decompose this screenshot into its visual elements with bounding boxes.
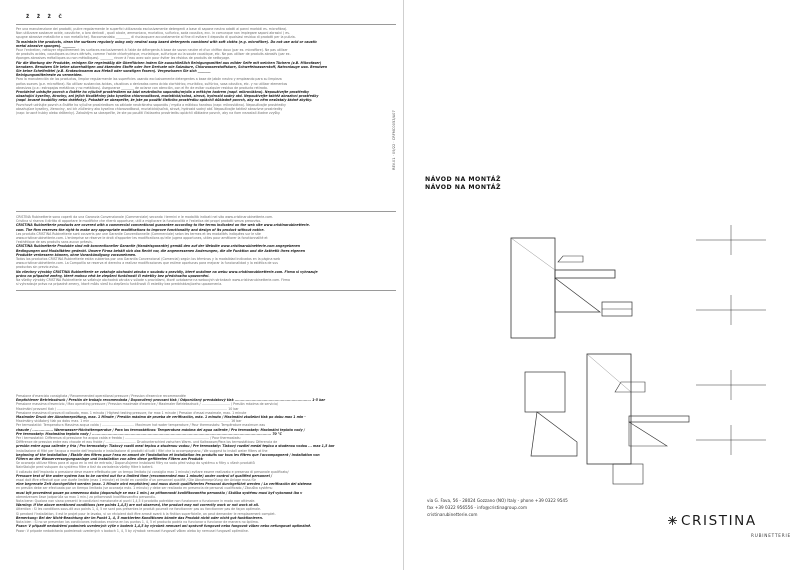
text-line: musí být provedená pouze po omezenou dobu (doporučuje se max 1 min.) za přítomnosti kvalifikovaného personálu / Skúška systému musí byť vykonaná iba v	[16, 490, 303, 495]
text-line: Cristina si riserva il diritto di apportare le modifiche che riterrà opportune, utili a migliorare la funzionalità e l'estetica dei propri prodotti senza preavviso.	[16, 219, 262, 224]
text-line: (napr. brusné hubky alebo drôtenky). Zakaždým sa ubezpečte, že ste po použití čistiaceho prostriedku opláchli dôkladne povrch, aby na ňom nezostali žiadne zvyšky.	[16, 111, 281, 116]
text-line: obmedzenom čase (odporúča sa max 1 min.) za prítomnosti kvalifikovaného personálu.	[16, 494, 156, 499]
text-line: Produkte verbessern können, ohne Vorankündigung vorzunehmen.	[16, 252, 137, 257]
text-line: Für die Wartung der Produkte, reinigen Sie regelmäßig die Oberflächen indem Sie ausschließlich Reinigungsmittel aus milder Seife mit weichen Tüchern (z.B. Mikrofaser)	[16, 60, 322, 65]
text-line: Se aconseja utilizar filtros para el agua en la red de entrada / Doporučujeme instalovat filtry na vodu před vstup do systému a filtry u všech produktů	[16, 461, 255, 466]
text-line: Maximaler Druck der Abnahmeprüfung, max. 1 Minute / Presión máxima de prueba de verificación, máx. 1 minuto / Maximální zkušební tlak po dobu max 1 min -	[16, 415, 306, 420]
text-line: Per termostatici: Temperatura Massima acqua calda / ................................ Maximum hot water temperature / Pour thermostats: Température maximum eau	[16, 423, 266, 428]
text-line: Bemerkung: Bei der Nicht-Beachtung der im Punkt 1, 4, 5 markierten Konditionen könnte das Produkt nicht oder nicht gut funktionieren.	[16, 515, 264, 520]
text-line: Pressione massima d'esercizio / Max operating pressure / Pression maximale d'exercice / Maximaler Betriebsdruck / ............................ / Presión máxima de servicio/	[16, 402, 278, 407]
text-line: Pressure test of the water system has to be carried out for a limited time (recommended max 1 minute) under control of qualified personnel /	[16, 473, 273, 478]
text-line: Maximálny skúšobný tlak po dobu max. 1 min .......................................................................................................................................... 16 bar	[16, 419, 242, 424]
text-line: si vyhradzuje právo na prípadné zmeny, ktoré môžu viesť ku zlepšeniu funkčnosti či estetiky bez predchádzajúceho upozornenia.	[16, 282, 223, 287]
text-line: Maximální provozní tlak / ........................................................................................................................................................................ 10 bar	[16, 406, 239, 411]
brand-subtitle: RUBINETTERIE	[751, 533, 791, 538]
product-drawing-top	[508, 232, 618, 344]
text-line: CRISTINA Rubinetterie products are covered with a commercial conventional guarantee according to the terms indicated on the web site www.cristinarubinetterie.	[16, 223, 310, 228]
dimension-marks	[688, 215, 774, 460]
text-line: CRISTINA Rubinetterie Produkte sind mit konventioneller Garantie (Handelsgarantie) gemäß den auf der Website www.cristinarubinetterie.com angegebenen	[16, 244, 301, 249]
text-line: paños suaves (p.e. microfibra). No utilizar sustancias ácidas, cáusticas o derivadas como ácido clorhídrico, muriático, sulfúrico, sosa cáustica, etc. y no utilizar elementos	[16, 81, 288, 86]
company-contacts	[427, 497, 568, 519]
text-line: l'esthétique de ses produits sans aucun préavis.	[16, 240, 93, 245]
text-line: Si pendant l'installation, il est le projet pour le lavabo, vi un récipient doit être arrosé avant à la finition superficielle, on peut demander le remplacement complet.	[16, 511, 276, 516]
text-line: Pre termostaty: Maximálna teplota vody / .................................................................................................................................................... 70 °C	[16, 431, 282, 436]
revision-code: REV.01 · 09/22 · CRFMC0053/A07	[392, 110, 396, 170]
text-line: de produits acides, caustiques ou leurs dérivés, comme l'acide chlorhydrique, muriatique, sulfurique ou la soude caustique, etc. Ne pas utiliser de produits abrasifs (par ex.	[16, 52, 291, 57]
text-line: To maintain the products, clean the surfaces regularly using only neutral soap based detergents combined with soft cloths (e.g. microfibre). Do not use acid or caustic	[16, 39, 318, 44]
text-line: CRISTINA Rubinetterie sono coperti da una Garanzia Convenzionale (Commerciale) secondo i termini e le modalità indicati nel sito www.cristinarubinetterie.com.	[16, 215, 274, 219]
text-line: (např. brusné houbičky nebo drátěnky). Pokaždé se ubezpečte, že jste po použití čisticího prostředku opláchli důkladně povrch, aby na něm nezůstaly žádné zbytky.	[16, 98, 313, 103]
company-address: via G. Fava, 56 - 28024 Gozzano (NO) Italy - phone +39 0322 9545	[427, 498, 568, 503]
company-fax-email: fax +39 0322 956556 - info@cristinagroup.com	[427, 505, 528, 511]
text-line: Povrchové udržujte povrch a čistěte ho výlučne prostriedkom na základe neutrálneho saponátu / mydla a mäkkou handrou (napr. mikrovlákno). Nepoužívajte prostriedky	[16, 102, 286, 107]
text-line: Pravidelné udržujte povrch a čistěte ho výlučně prostředkem na bázi neutrálního saponátu/mýdla a měkkým hadrem (např. mikrovlákno). Nepoužívejte prostředky	[16, 90, 310, 95]
text-line: Installazione di filtri per l'acqua a monte dell'impianto e installazione di prodotti di tutti i filtri che lo accompagnano / We suggest to install water filters at the	[16, 448, 268, 453]
text-line: presión entre agua caliente y fría / Pro termostaty: Tlakový rozdíl mezi teplou a studenou vodou / Pre termostaty: Tlakový rozdiel medzi teplou a studenou vodou ... max 1,5 bar	[16, 444, 335, 449]
text-line: Per i termostatici: Differenza di pressione fra acqua calda e fredda / ................................................................................... / Pour thermostats:	[16, 436, 241, 441]
text-line: Filtern an der Wasserversorgungsanlage und Installation von allen diese gefilterten Filtern am Produkt:	[16, 457, 204, 462]
brand-mark-icon	[668, 516, 677, 525]
text-line: Sie keine Scheifmittel (z.B. Kratzschwamm aus Metall oder sonstigen Fasern). Vergewissern Sie sich ________	[16, 69, 211, 74]
text-line: Per una manutenzione dei prodotti, pulire regolarmente le superfici utilizzando esclusivamente detergenti a base di sapone neutro adatti ai panni morbidi es. microfibra).	[16, 27, 288, 31]
product-spout-top	[600, 298, 635, 320]
maintenance-section	[16, 27, 396, 115]
text-line: com. The firm reserves the right to make any appropriate modifications to improve functionality and design of its product without notice.	[16, 227, 265, 232]
text-line: Nota bene: Qualora non siano presenti le condizioni menzionate ai punti 1,4,5 il prodotto potrebbe non funzionare o funzionare in modo non ottimale.	[16, 499, 256, 504]
text-line: www.cristinarubinetterie.com. La Compañía se reserva el derecho a realizar modificaciones que estime oportunas para mejorar la funcionalidad y la estética de sus	[16, 261, 278, 266]
text-line: Les produits CRISTINA Rubinetterie sont couverts par une Garantie Conventionnelle (Commerciale) selon les termes et les modalités indiquées sur le site	[16, 231, 261, 236]
text-line: productos sin previo aviso.	[16, 265, 59, 270]
section-rule-1	[16, 211, 396, 212]
text-line: Empfohlener Betriebsdruck / Presión de trabajo recomendada / Doporučený provozní tlak / Odporúčaný prevádzkový tlak ............................................................... 1-5 bar	[16, 398, 326, 403]
text-line: en presión debe ser efectuada por un tiempo limitado (se aconseja máx. 1 minuto) y debe ser realizada en presencia de personal cualificado / Zkouška systému	[16, 486, 273, 491]
text-line: Pozor: V případě nedodržení podmínek uvedených výše v bodech 1,4,5 by výrobek nemusel ani správně fungovat nebo fungovat vůbec nebo nefungovat optimálně.	[16, 524, 312, 529]
text-line: Différence de pression entre eau chaude et eau froide / .............................. Druckunterschied zwischen Warm- und Kaltwasser/Para los termostáticos: Diferencia de	[16, 440, 278, 445]
text-line: Na všechny výrobky CRISTINA Rubinetterie se vztahuje obchodní záruka v souladu s pravidly, které uvádíme na webu www.cristinarubinetterie.com. Firma si vyhrazuje	[16, 269, 318, 274]
text-line: Reinigungsmittelreste zu vermeiden.	[16, 73, 83, 78]
text-line: metal abrasive sponges). ________	[16, 43, 76, 48]
section-rule-2	[16, 290, 396, 291]
text-line: Para la manutención de los productos, limpiar regularmente las superficies usando exclusivamente detergentes a base de jabón neutro y empleando para su limpieza	[16, 77, 282, 82]
text-line: obsahující kyseliny, žíraviny, ani jejich tlouštěniny jako kyselina chlorovodíková, muriatická/solná, sírová, hydroxid sodný atd. Nepoužívejte taktéž abrazivní prostředky	[16, 94, 319, 99]
text-line: Non utilizzare sostanze acide, caustiche, o loro derivati , quali alcole, ammoniaca, muriatico, sulfurico, soda caustica, ecc. in comunque non impiegare saponi abrasivi ( es.	[16, 31, 290, 36]
text-line: Warning: If the above mentioned conditions (see points 1,4,5) are not observed, the product may not correctly work or not work at all.	[16, 503, 260, 508]
text-line: Il collaudo dell'impianto a pressione deve essere effettuato per un tempo limitato (si consiglia max 1 minuto) evitare essere realizzato e presenza di personale qualificato/	[16, 469, 289, 474]
text-line: Nota bien : Si no se presentan las condiciones indicadas encima en los puntos 1, 4, 5 el producto podría no funcionar o funcionar de manera no óptima.	[16, 520, 259, 525]
fold-line-vertical	[403, 0, 404, 570]
text-line: obsahujúce kyseliny, žieraviny, ani ich zlúčeniny ako kyselina chlorovodíková, muriatická/soľná, sírová, hydroxid sodný atď. Nepoužívajte taktiež abrazívne prostriedky	[16, 106, 283, 111]
text-line: www.cristinarubinetterie.com. L'entreprise se réserve le droit d'apporter les modifications qu'elle jugera opportunes, utiles pour améliorer la fonctionnalité et	[16, 236, 268, 241]
product-drawing-bottom	[517, 352, 717, 492]
text-line: Nainštalujte pred vstupom do systému filtre a tiež do zariadenia všetky filtre k baterii.	[16, 465, 154, 470]
language-flags: Ž Ž Ž Č	[26, 15, 65, 20]
text-line: Pozor: V prípade nedodržania podmienok uvedených v bodoch 1, 4, 5 by výrobok nemusel fungovať vôbec alebo by nemusel fungovať optimálne.	[16, 528, 249, 533]
guarantee-section	[16, 215, 396, 286]
brand-name: CRISTINA	[681, 513, 757, 529]
text-line: chaude / ................. Warmwasser-Höchsttemperatur / Para los termostáticos: Temperatura máxima del agua caliente / Pro termostaty: Maximální teplota vody /	[16, 427, 305, 432]
text-line: Pour l'entretien, nettoyer régulièrement les surfaces exclusivement à l'aide de détergents à base de savon neutre et d'un chiffon doux (par ex. microfibre). Ne pas utiliser	[16, 48, 288, 53]
left-column	[8, 0, 396, 570]
text-line: Bedingungen und Modalitäten gedeckt. Unsere Firma behält sich das Recht vor, die angemessenen Änderungen, die die Funktion und die Ästhetik ihres eigenen	[16, 248, 306, 253]
text-line: Attention : Si les conditions sous-dit aux points 1, 4, 5 ne sont pas présentes le produit pourrait ne fonctionner pas ou fonctionner pas de façon optimale.	[16, 507, 261, 512]
text-line: spugne abrasive metalliche o non metalliche). Raccomandato _________ di risciacquare accuratamente al fine di evitare il deposito di qualsiasi residuo di prodotti per la pulizia.	[16, 35, 296, 40]
text-line: eine begrenzte Zeit durchgeführt werden (max. 1 Minute wird empfohlen) und muss durch qualifiziertes Personal durchgeführt werden / La verificación del sistema	[16, 482, 312, 487]
text-line: právo na případné změny, které mohou vést ke zlepšení funkčnosti či estetiky bez předchozího upozornění.	[16, 273, 210, 278]
text-line: éponges abrasives métalliques ou non métalliques). ________ rincer à l'eau avec soin pour éviter les résidus de produits de nettoyage.	[16, 56, 231, 61]
company-website: cristinarubinetterie.com	[427, 512, 478, 518]
text-line: abrasivos (p.e.: estropajos metálicos y no metálicos). Asegurarse ________ de aclarar con atención, con el fin de evitar cualquier residuo de producto retirado.	[16, 85, 268, 90]
title-sk: NÁVOD NA MONTÁŽ	[425, 184, 502, 191]
text-line: Pressione d'esercizio consigliata / Recommended operational pressure / Pression d'exercice recommandée	[16, 394, 186, 398]
text-line: essai doit être effectué que une durée limitée (max 1 minute) et limité en contrôle d'un personnel qualifié / Die Abnahmeprüfung der Anlage muss für	[16, 478, 256, 483]
technical-data-section	[16, 394, 396, 533]
title-cz: NÁVOD NA MONTÁŽ	[425, 176, 502, 183]
top-rule	[16, 24, 396, 25]
text-line: Pressione massima di prova di collaudo, max. 1 minuto / Highest testing pressure, for max 1 minute / Pression d'essai maximale, max. 1 minute	[16, 410, 247, 415]
text-line: beginning of the installation / Établir des filtres pour l'eau en amont de l'installation et installation les produits sur tous les filtres que l'accompagnent / Installation von	[16, 452, 320, 457]
text-line: benutzen. Benutzen Sie keine säurehaltigen und ätzenden Stoffe oder ihre Derivate wie Salzsäure, Chlorwasserstoffsäure, Schwefelwasserstoff, Natronlauge usw. Benutzen	[16, 64, 328, 69]
brand-logo	[681, 513, 791, 538]
text-line: Todos los productos CRISTINA Rubinetterie están cubiertos por una Garantía Convencional (Comercial) según los términos y la modalidad indicados en la página web	[16, 257, 281, 262]
text-line: Na všetky výrobky CRISTINA Rubinetterie sa vzťahuje obchodná záruka v súlade s pravidlami, ktoré uvádzame na webových stránkach www.cristinarubinetterie.com. Firma	[16, 278, 290, 283]
